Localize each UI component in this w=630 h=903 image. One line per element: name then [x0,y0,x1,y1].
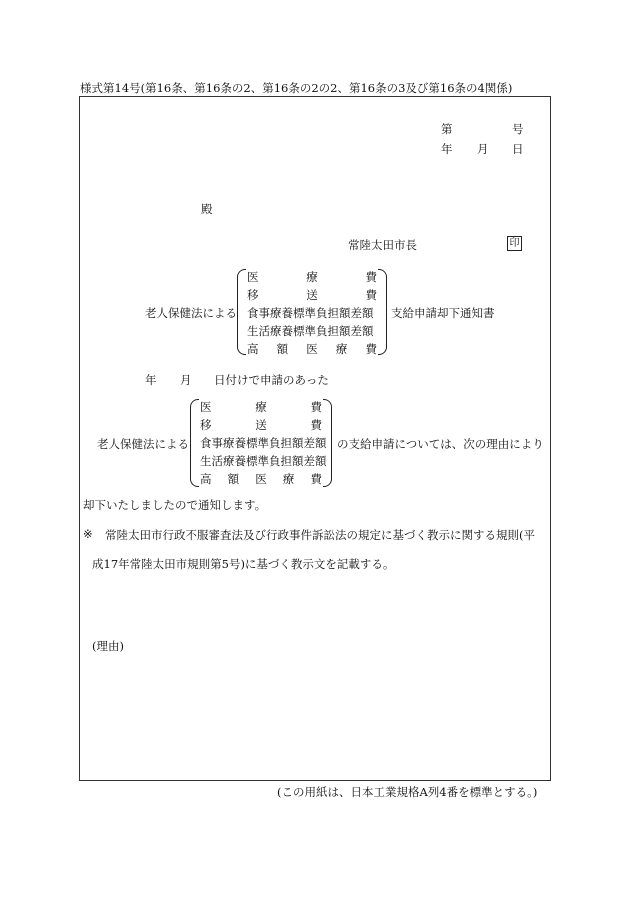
note-mark: ※ [83,527,93,541]
body-date-tail: 日付けで申請のあった [214,373,329,387]
number-go: 号 [512,122,524,136]
note-line-2: 成17年常陸太田市規則第5号)に基づく教示文を記載する。 [92,557,395,571]
body-closing: 却下いたしましたので通知します。 [83,498,267,512]
body-item-seikatsu: 生活療養標準負担額差額 [200,454,327,468]
body-item-iryouhi: 医 療 費 [200,400,322,414]
body-item-kougaku: 高 額 医 療 費 [200,472,322,486]
date-month: 月 [477,142,489,156]
title-item-iryouhi: 医 療 費 [247,270,377,284]
body-item-isouhi: 移 送 費 [200,418,322,432]
title-item-list [237,268,387,358]
title-item-shokuji: 食事療養標準負担額差額 [247,306,374,320]
form-caption: 様式第14号(第16条、第16条の2、第16条の2の2、第16条の3及び第16条の4関係) [80,81,513,95]
reason-label: (理由) [92,639,124,653]
note-line-1: 常陸太田市行政不服審査法及び行政事件訴訟法の規定に基づく教示に関する規則(平 [105,528,535,542]
body-item-shokuji: 食事療養標準負担額差額 [200,436,327,450]
title-prefix: 老人保健法による [145,306,237,320]
body-date-month: 月 [180,373,192,387]
body-prefix: 老人保健法による [97,437,189,451]
title-items-brace [237,269,387,355]
seal-mark: 印 [507,236,522,251]
issuer: 常陸太田市長 [348,238,417,252]
body-item-list [190,398,332,488]
date-year: 年 [441,142,453,156]
body-suffix: の支給申請については、次の理由により [337,437,544,451]
title-item-kougaku: 高 額 医 療 費 [247,342,377,356]
title-item-seikatsu: 生活療養標準負担額差額 [247,324,374,338]
date-day: 日 [512,142,524,156]
footer-note: (この用紙は、日本工業規格A列4番を標準とする。) [277,785,538,799]
title-item-isouhi: 移 送 費 [247,288,377,302]
number-dai: 第 [441,122,453,136]
body-items-brace [190,399,332,487]
body-date-year: 年 [145,373,157,387]
title-suffix: 支給申請却下通知書 [391,306,495,320]
addressee-suffix: 殿 [201,202,213,216]
